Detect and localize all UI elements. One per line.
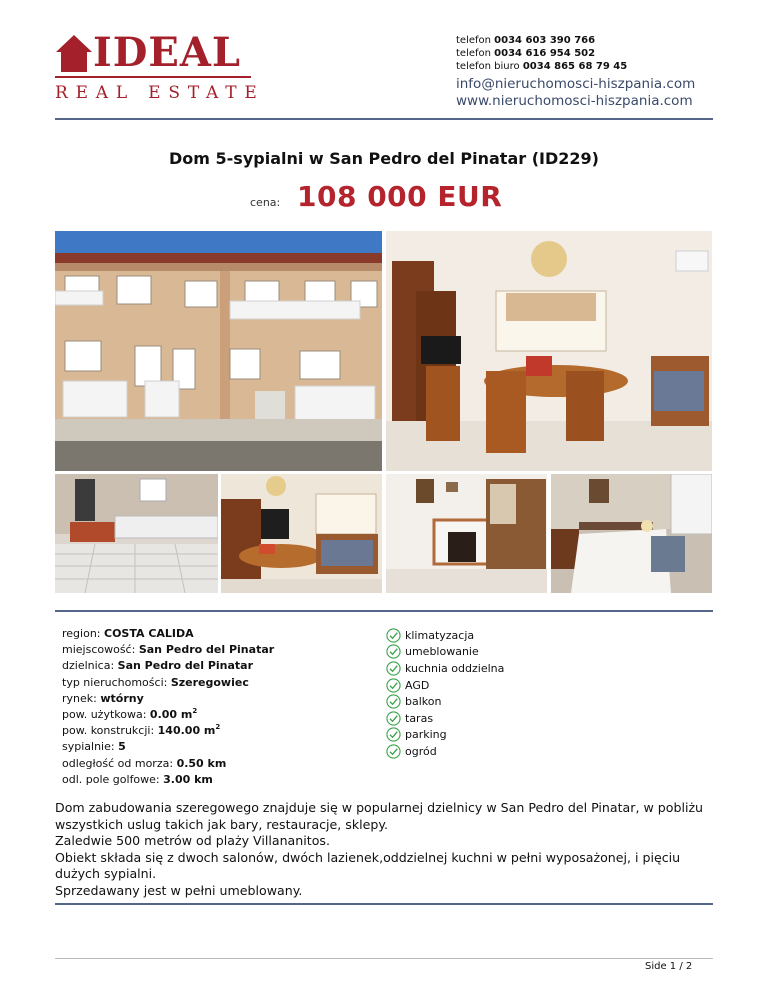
logo-divider	[55, 76, 251, 78]
price-label: cena:	[250, 196, 281, 209]
contact-block	[456, 34, 756, 110]
description-divider	[55, 903, 713, 905]
photo-living-room[interactable]	[386, 231, 712, 471]
feature-item	[386, 644, 586, 661]
feature-label: AGD	[405, 678, 430, 692]
logo-wordmark: IDEAL	[93, 29, 242, 76]
detail-label: dzielnica:	[62, 659, 115, 673]
section-divider	[55, 610, 713, 612]
description-paragraph: Dom zabudowania szeregowego znajduje się w popularnej dzielnicy w San Pedro del Pinatar, w pobliżu wszystkich uslug takich jak bary, restauracje, sklepy.	[55, 800, 704, 832]
feature-item	[386, 660, 586, 677]
photo-bedroom[interactable]	[551, 474, 712, 593]
page-number: Side 1 / 2	[645, 961, 693, 972]
phone-line	[456, 47, 756, 60]
detail-value: San Pedro del Pinatar	[138, 643, 275, 657]
check-circle-icon	[386, 644, 401, 659]
check-circle-icon	[386, 727, 401, 742]
detail-unit-sup: 2	[215, 723, 221, 732]
description-paragraph: Sprzedawany jest w pełni umeblowany.	[55, 882, 303, 898]
feature-item	[386, 693, 586, 710]
detail-label: region:	[62, 627, 101, 640]
detail-usable-area	[62, 707, 382, 723]
check-circle-icon	[386, 678, 401, 693]
description	[55, 800, 705, 900]
house-icon	[55, 34, 93, 72]
price-value: 108 000 EUR	[297, 180, 503, 213]
feature-label: klimatyzacja	[405, 628, 475, 642]
detail-built-area	[62, 723, 382, 739]
detail-value: 0.50 km	[176, 756, 227, 770]
feature-label: kuchnia oddzielna	[405, 661, 505, 675]
footer-divider	[55, 958, 713, 959]
feature-list	[386, 627, 586, 760]
detail-value: COSTA CALIDA	[104, 627, 194, 640]
feature-label: parking	[405, 728, 447, 742]
detail-value: 140.00 m	[157, 724, 216, 738]
phone-label: telefon	[456, 35, 491, 46]
photo-fireplace[interactable]	[386, 474, 547, 593]
detail-label: sypialnie:	[62, 740, 115, 754]
property-details	[62, 626, 382, 788]
feature-item	[386, 743, 586, 760]
check-circle-icon	[386, 661, 401, 676]
website-link[interactable]: www.nieruchomosci-hiszpania.com	[456, 93, 693, 109]
detail-value: San Pedro del Pinatar	[117, 659, 254, 673]
feature-item	[386, 677, 586, 694]
listing-title: Dom 5-sypialni w San Pedro del Pinatar (ID229)	[169, 149, 599, 168]
detail-sea-distance	[62, 756, 382, 772]
check-circle-icon	[386, 711, 401, 726]
detail-property-type	[62, 675, 382, 691]
phone-label: telefon	[456, 48, 491, 59]
check-circle-icon	[386, 744, 401, 759]
feature-label: umeblowanie	[405, 645, 479, 659]
detail-market	[62, 691, 382, 707]
phone-number[interactable]: 0034 865 68 79 45	[522, 61, 628, 72]
photo-dining-room[interactable]	[221, 474, 382, 593]
detail-label: odległość od morza:	[62, 756, 174, 770]
detail-value: Szeregowiec	[170, 675, 249, 689]
company-logo	[55, 29, 265, 104]
check-circle-icon	[386, 694, 401, 709]
photo-facade[interactable]	[55, 231, 382, 471]
phone-line	[456, 34, 756, 47]
phone-label: telefon biuro	[456, 61, 520, 72]
description-paragraph: Zaledwie 500 metrów od plaży Villananitos.	[55, 833, 330, 849]
phone-number[interactable]: 0034 603 390 766	[494, 35, 596, 46]
feature-label: taras	[405, 711, 434, 725]
description-paragraph: Obiekt składa się z dwoch salonów, dwóch lazienek,oddzielnej kuchni w pełni wyposażonej, i pięciu dużych sypialni.	[55, 849, 681, 882]
detail-value: 3.00 km	[163, 772, 213, 786]
detail-district	[62, 658, 382, 674]
photo-patio[interactable]	[55, 474, 218, 593]
detail-value: 5	[118, 740, 126, 754]
detail-region	[62, 626, 382, 642]
logo-subtitle: REAL ESTATE	[55, 83, 265, 103]
detail-label: odl. pole golfowe:	[62, 772, 160, 786]
phone-line	[456, 60, 756, 73]
header-divider	[55, 118, 713, 120]
feature-item	[386, 627, 586, 644]
detail-label: rynek:	[62, 691, 97, 705]
detail-value: 0.00 m	[149, 708, 193, 722]
detail-label: pow. użytkowa:	[62, 708, 147, 722]
detail-bedrooms	[62, 739, 382, 755]
feature-item	[386, 710, 586, 727]
detail-label: pow. konstrukcji:	[62, 724, 155, 738]
detail-golf-distance	[62, 772, 382, 788]
feature-item	[386, 727, 586, 744]
detail-town	[62, 642, 382, 658]
feature-label: ogród	[405, 744, 437, 758]
detail-unit-sup: 2	[192, 707, 198, 716]
phone-number[interactable]: 0034 616 954 502	[494, 48, 596, 59]
detail-label: miejscowość:	[62, 643, 136, 657]
detail-value: wtórny	[100, 691, 144, 705]
detail-label: typ nieruchomości:	[62, 675, 168, 689]
feature-label: balkon	[405, 695, 442, 709]
check-circle-icon	[386, 628, 401, 643]
email-link[interactable]: info@nieruchomosci-hiszpania.com	[456, 76, 696, 92]
